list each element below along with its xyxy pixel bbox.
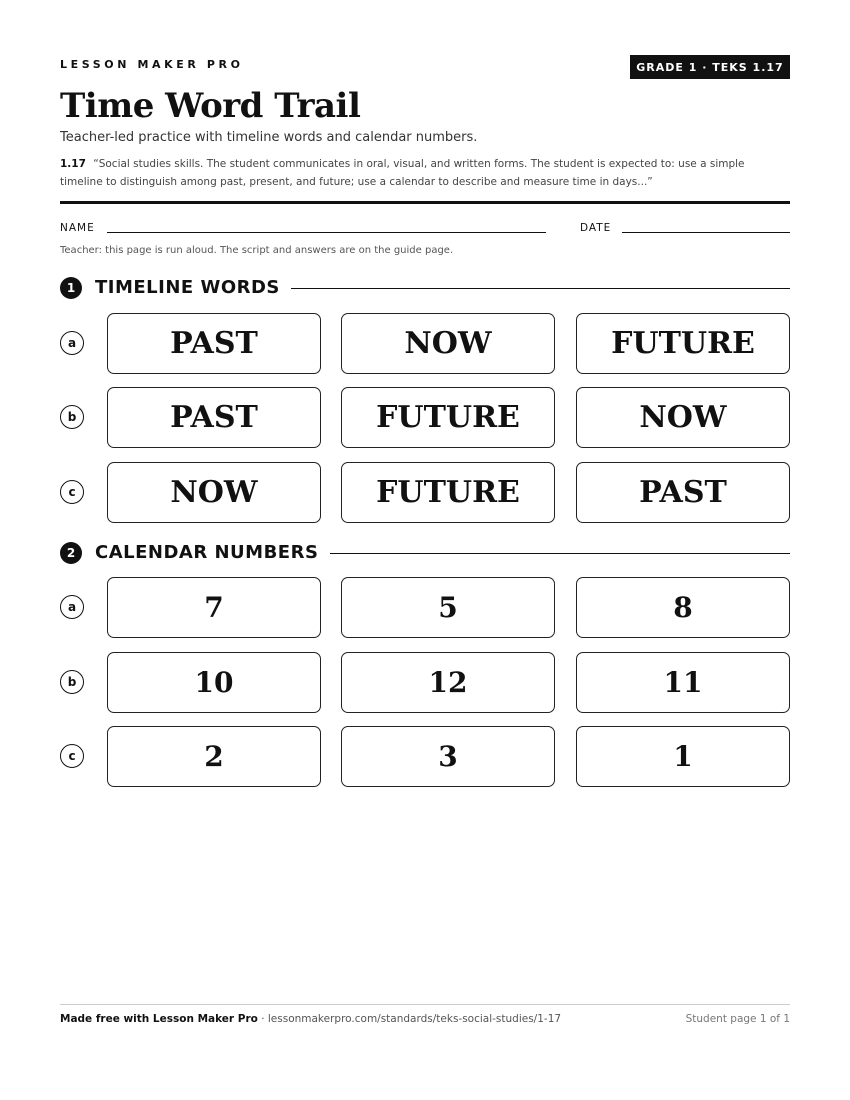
- word-card[interactable]: NOW: [576, 387, 790, 448]
- section-calendar-numbers-header: [60, 541, 790, 565]
- row-letter-badge: b: [60, 405, 84, 429]
- brand-name: LESSON MAKER PRO: [60, 58, 244, 71]
- footer-brand: Made free with Lesson Maker Pro: [60, 1013, 258, 1025]
- word-card[interactable]: PAST: [107, 313, 321, 374]
- section-timeline-words-header: [60, 276, 790, 300]
- number-card[interactable]: 10: [107, 652, 321, 713]
- row-letter-badge: b: [60, 670, 84, 694]
- calendar-row-a: [60, 577, 790, 639]
- section-title: CALENDAR NUMBERS: [95, 542, 319, 563]
- footer-separator: ·: [257, 1013, 268, 1025]
- name-field-line[interactable]: [107, 232, 546, 233]
- name-label: NAME: [60, 222, 95, 234]
- row-letter-badge: c: [60, 480, 84, 504]
- worksheet-page: [60, 0, 790, 1100]
- timeline-row-a: [60, 313, 790, 375]
- number-card[interactable]: 12: [341, 652, 555, 713]
- section-number-badge: 1: [60, 277, 82, 299]
- grade-badge: GRADE 1 · TEKS 1.17: [630, 55, 790, 79]
- word-card[interactable]: FUTURE: [576, 313, 790, 374]
- row-letter-badge: c: [60, 744, 84, 768]
- number-card[interactable]: 5: [341, 577, 555, 638]
- footer-page-label: Student page 1 of 1: [685, 1013, 790, 1025]
- row-letter-badge: a: [60, 595, 84, 619]
- word-card[interactable]: FUTURE: [341, 387, 555, 448]
- footer-url-link[interactable]: lessonmakerpro.com/standards/teks-social-studies/1-17: [267, 1013, 562, 1025]
- timeline-row-c: [60, 462, 790, 524]
- number-card[interactable]: 2: [107, 726, 321, 787]
- number-card[interactable]: 7: [107, 577, 321, 638]
- word-card[interactable]: NOW: [341, 313, 555, 374]
- teacher-note: Teacher: this page is run aloud. The script and answers are on the guide page.: [60, 245, 454, 256]
- word-card[interactable]: FUTURE: [341, 462, 555, 523]
- footer-credit: [60, 1013, 561, 1025]
- number-card[interactable]: 1: [576, 726, 790, 787]
- standard-text-block: [60, 155, 790, 191]
- word-card[interactable]: NOW: [107, 462, 321, 523]
- word-card[interactable]: PAST: [576, 462, 790, 523]
- footer-divider: [60, 1004, 790, 1005]
- number-card[interactable]: 11: [576, 652, 790, 713]
- timeline-row-b: [60, 387, 790, 449]
- header-divider: [60, 201, 790, 204]
- calendar-row-c: [60, 726, 790, 788]
- section-rule: [291, 288, 790, 289]
- date-label: DATE: [580, 222, 612, 234]
- number-card[interactable]: 8: [576, 577, 790, 638]
- row-letter-badge: a: [60, 331, 84, 355]
- number-card[interactable]: 3: [341, 726, 555, 787]
- date-field-line[interactable]: [622, 232, 790, 233]
- page-subtitle: Teacher-led practice with timeline words and calendar numbers.: [60, 130, 478, 145]
- word-card[interactable]: PAST: [107, 387, 321, 448]
- standard-code: 1.17: [60, 158, 86, 170]
- section-rule: [330, 553, 790, 554]
- page-title: Time Word Trail: [60, 86, 361, 126]
- name-date-row: [60, 222, 790, 236]
- standard-quote: “Social studies skills. The student communicates in oral, visual, and written forms. The student is expected to: use a simple timeline to distinguish among past, present, and future; use a calendar to describe and measure time in days...”: [60, 158, 745, 188]
- section-title: TIMELINE WORDS: [95, 277, 280, 298]
- section-number-badge: 2: [60, 542, 82, 564]
- calendar-row-b: [60, 652, 790, 714]
